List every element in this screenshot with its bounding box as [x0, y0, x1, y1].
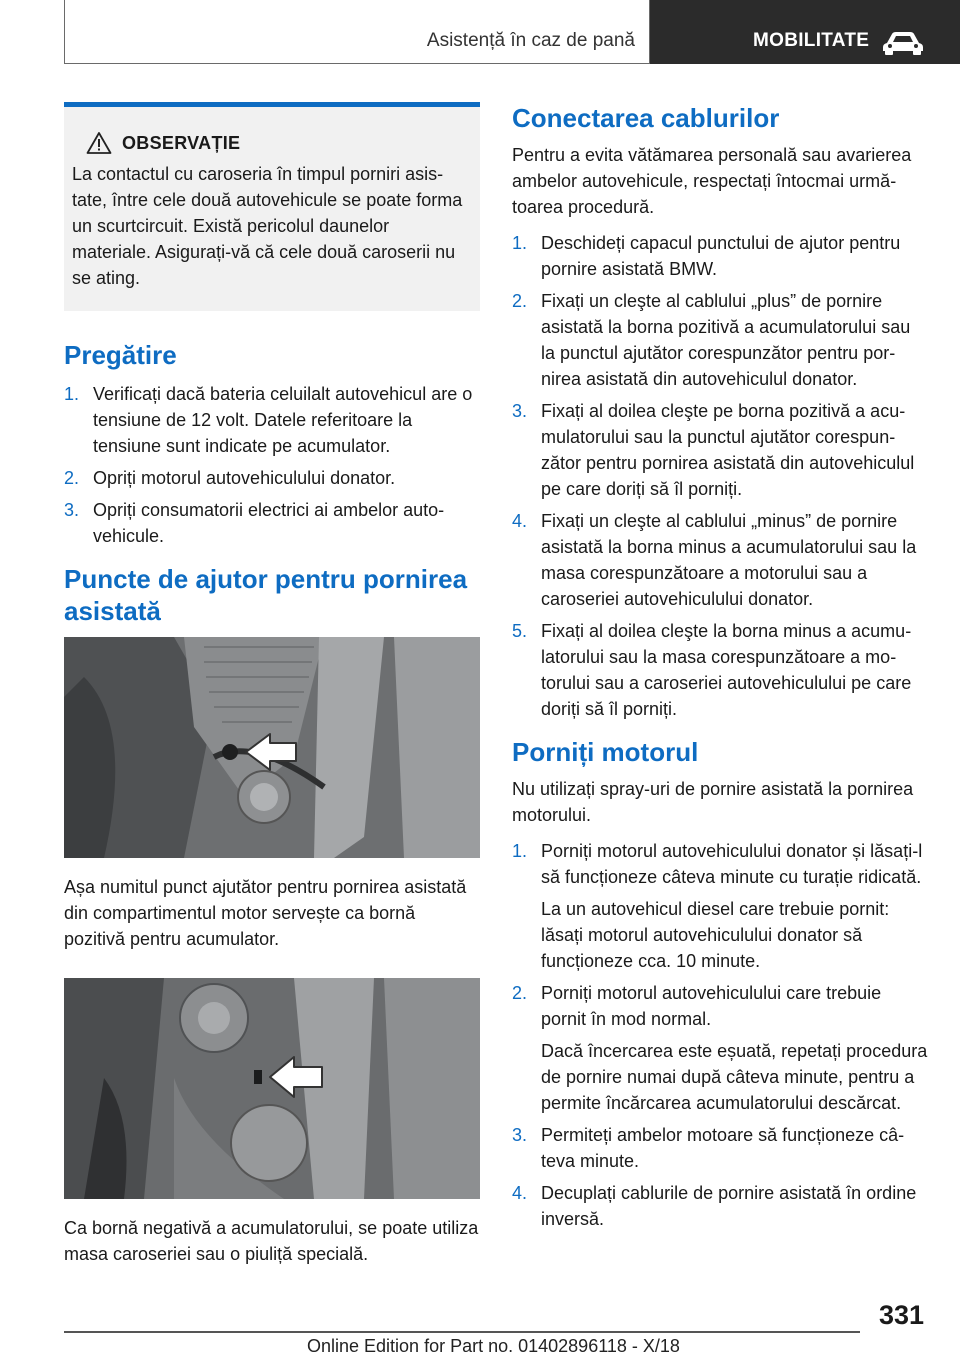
- list-item: [512, 288, 928, 392]
- footer-divider: [64, 1331, 860, 1333]
- heading-jump-points: Puncte de ajutor pentru pornirea asistată: [64, 564, 468, 626]
- step-text: Fixați al doilea cleşte pe borna pozitivă a acumulatorului sau la punctul ajutător corespunzător pentru pornirea asistată din autovehiculul pe care doriți să îl porniți.: [541, 401, 915, 499]
- step-number: 2.: [512, 291, 528, 311]
- step-number: 3.: [512, 401, 528, 421]
- starting-steps: [512, 838, 928, 1232]
- right-column: [512, 102, 928, 1238]
- step-number: 1.: [512, 233, 528, 253]
- page-number: 331: [878, 1300, 924, 1330]
- left-column: [64, 102, 480, 1267]
- heading-starting: Porniți motorul: [512, 737, 699, 767]
- step-subtext: Dacă încercarea este eșuată, repetați procedura de pornire numai după câteva minute, pentru a permite încărcarea acumulatorului descărcat.: [541, 1041, 928, 1113]
- step-text: Permiteți ambelor motoare să funcționeze câteva minute.: [541, 1125, 905, 1171]
- warning-text: La contactul cu caroseria în timpul porniri asistate, între cele două autovehicule se poate forma un scurtcircuit. Există pericolul daunelor materiale. Asigurați-vă că cele două caroserii nu se ating.: [72, 164, 463, 288]
- list-item: [512, 508, 928, 612]
- step-text: Porniți motorul autovehiculului donator și lăsați-l să funcționeze câteva minute cu turație ridicată.: [541, 841, 923, 887]
- step-number: 2.: [64, 468, 80, 488]
- list-item: [512, 230, 928, 282]
- section-title: Asistență în caz de pană: [426, 30, 635, 51]
- step-text: Fixați al doilea cleşte la borna minus a acumulatorului sau la masa corespunzătoare a motorului sau a caroseriei autovehiculului pe care doriți să îl porniți.: [541, 621, 912, 719]
- step-text: Fixați un cleşte al cablului „minus” de pornire asistată la borna minus a acumulatorului sau la masa corespunzătoare a motorului sau a caroseriei autovehiculului donator.: [541, 511, 917, 609]
- footer-edition: Online Edition for Part no. 01402896118 - X/18: [307, 1336, 680, 1356]
- step-text: Verificați dacă bateria celuilalt autovehicul are o tensiune de 12 volt. Datele referitoare la tensiune sunt indicate pe acumulator.: [93, 384, 473, 456]
- connecting-steps: [512, 230, 928, 722]
- list-item: [512, 1122, 928, 1174]
- step-number: 4.: [512, 1183, 528, 1203]
- step-number: 1.: [512, 841, 528, 861]
- heading-preparation: Pregătire: [64, 340, 177, 370]
- warning-header: [72, 131, 472, 155]
- list-item: [512, 980, 928, 1116]
- photo-caption-negative: Ca bornă negativă a acumulatorului, se poate utiliza masa caroseriei sau o piuliță specială.: [64, 1218, 479, 1264]
- chapter-tab: [650, 0, 960, 64]
- starting-intro: Nu utilizați spray-uri de pornire asistată la pornirea motorului.: [512, 779, 914, 825]
- list-item: [512, 398, 928, 502]
- warning-title: OBSERVAȚIE: [122, 132, 241, 153]
- list-item: [512, 838, 928, 974]
- step-text: Decuplați cablurile de pornire asistată în ordine inversă.: [541, 1183, 917, 1229]
- step-number: 4.: [512, 511, 528, 531]
- car-icon: [881, 28, 925, 56]
- warning-box: [64, 102, 480, 311]
- step-text: Porniți motorul autovehiculului care trebuie pornit în mod normal.: [541, 983, 882, 1029]
- engine-photo-positive: [64, 637, 480, 858]
- engine-photo-negative: [64, 978, 480, 1199]
- step-number: 3.: [64, 500, 80, 520]
- connecting-intro: Pentru a evita vătămarea personală sau avarierea ambelor autovehicule, respectați întocmai următoarea procedură.: [512, 145, 912, 217]
- heading-connecting: Conectarea cablurilor: [512, 103, 780, 133]
- step-number: 3.: [512, 1125, 528, 1145]
- preparation-steps: [64, 381, 480, 549]
- chapter-title: MOBILITATE: [753, 30, 870, 51]
- list-item: [512, 618, 928, 722]
- list-item: [64, 465, 480, 491]
- photo-caption-positive: Așa numitul punct ajutător pentru pornirea asistată din compartimentul motor servește ca bornă pozitivă pentru acumulator.: [64, 877, 467, 949]
- list-item: [512, 1180, 928, 1232]
- step-text: Opriți motorul autovehiculului donator.: [93, 468, 396, 488]
- section-header-box: [64, 0, 650, 64]
- step-number: 2.: [512, 983, 528, 1003]
- warning-triangle-icon: [86, 131, 112, 155]
- list-item: [64, 497, 480, 549]
- step-text: Fixați un cleşte al cablului „plus” de pornire asistată la borna pozitivă a acumulatorului sau la punctul ajutător corespunzător pentru pornirea asistată din autovehiculul donator.: [541, 291, 911, 389]
- step-number: 5.: [512, 621, 528, 641]
- page-header: [0, 0, 960, 66]
- step-text: Opriți consumatorii electrici ai ambelor autovehicule.: [93, 500, 445, 546]
- step-text: Deschideți capacul punctului de ajutor pentru pornire asistată BMW.: [541, 233, 901, 279]
- list-item: [64, 381, 480, 459]
- step-number: 1.: [64, 384, 80, 404]
- step-subtext: La un autovehicul diesel care trebuie pornit: lăsați motorul autovehiculului donator să funcționeze cca. 10 minute.: [541, 899, 890, 971]
